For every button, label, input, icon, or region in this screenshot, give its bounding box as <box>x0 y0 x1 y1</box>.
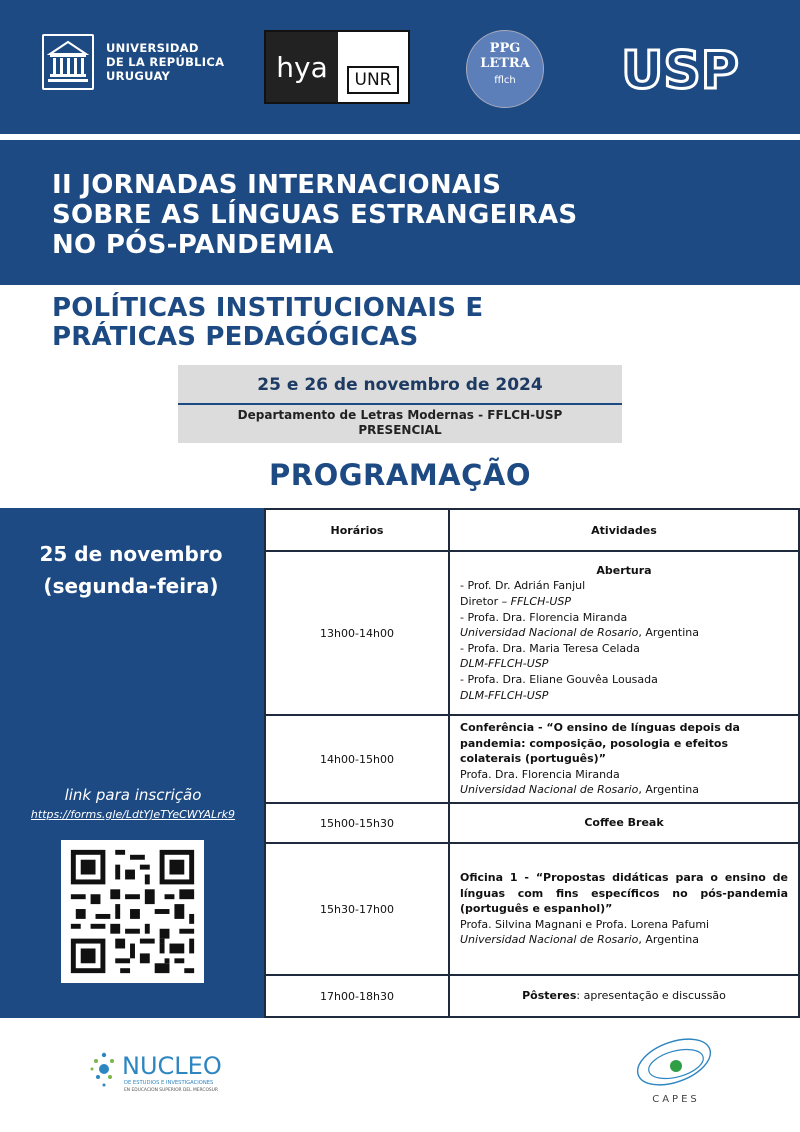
udelar-line: UNIVERSIDAD <box>106 41 199 55</box>
usp-text: USP <box>621 41 739 96</box>
event-date: 25 e 26 de novembro de 2024 <box>257 375 543 395</box>
hya-text: hya <box>266 32 338 102</box>
activity-speaker: Profa. Silvina Magnani e Profa. Lorena Pafumi <box>460 917 710 931</box>
activity-line: - Profa. Dra. Florencia Miranda <box>460 610 628 624</box>
activity-title: Abertura <box>596 563 652 577</box>
activity-cell <box>449 551 799 715</box>
time-cell: 15h00-15h30 <box>265 803 449 843</box>
registration-link[interactable]: https://forms.gle/LdtYJeTYeCWYALrk9 <box>30 808 236 821</box>
date-divider <box>178 403 622 405</box>
udelar-line: DE LA REPÚBLICA <box>106 55 225 69</box>
capes-logo <box>626 1032 726 1108</box>
time-cell: 15h30-17h00 <box>265 843 449 975</box>
green-dot-icon <box>670 1060 682 1072</box>
day-date: 25 de novembro <box>39 542 223 566</box>
activity-line: DLM-FFLCH-USP <box>460 688 549 702</box>
usp-logo <box>612 38 748 96</box>
schedule-table <box>264 508 800 1018</box>
activity-affiliation: Universidad Nacional de Rosario, Argentina <box>460 783 699 797</box>
ppg-text: PPG <box>489 41 521 56</box>
table-row <box>265 975 799 1017</box>
activity-line: Diretor – FFLCH-USP <box>460 595 572 609</box>
activity-cell: Coffee Break <box>449 803 799 843</box>
fflch-text: fflch <box>494 75 516 86</box>
qr-code[interactable] <box>61 840 204 983</box>
activity-cell: Pôsteres: apresentação e discussão <box>449 975 799 1017</box>
registration-label: link para inscrição <box>64 786 202 804</box>
programacao-heading: PROGRAMAÇÃO <box>269 458 531 492</box>
letra-text: LETRA <box>480 56 530 71</box>
event-title-line: II JORNADAS INTERNACIONAIS <box>52 170 502 200</box>
event-title-line: SOBRE AS LÍNGUAS ESTRANGEIRAS <box>52 200 578 230</box>
university-building-icon <box>42 34 94 90</box>
table-row <box>265 803 799 843</box>
activity-line: - Profa. Dra. Maria Teresa Celada <box>460 641 640 655</box>
nucleo-text: NUCLEO <box>122 1052 222 1080</box>
time-cell: 13h00-14h00 <box>265 551 449 715</box>
day-weekday: (segunda-feira) <box>43 574 219 598</box>
nucleo-logo <box>86 1047 251 1097</box>
udelar-logo <box>42 34 224 90</box>
table-row <box>265 551 799 715</box>
time-cell: 17h00-18h30 <box>265 975 449 1017</box>
activity-line: DLM-FFLCH-USP <box>460 657 549 671</box>
table-row <box>265 843 799 975</box>
activity-cell <box>449 715 799 803</box>
date-box <box>178 365 622 443</box>
department: Departamento de Letras Modernas - FFLCH-USP <box>237 408 563 422</box>
subtitle-line: POLÍTICAS INSTITUCIONAIS E <box>52 293 484 323</box>
activity-title: Oficina 1 - “Propostas didáticas para o ensino de línguas com fins específicos no pós-pandemia (português e espanhol)” <box>460 871 789 916</box>
column-header-atividades: Atividades <box>449 509 799 551</box>
activity-line: Universidad Nacional de Rosario, Argentina <box>460 626 699 640</box>
activity-title: Conferência - “O ensino de línguas depois da pandemia: composição, posologia e efeitos colaterais (português)” <box>460 721 740 766</box>
nucleo-subtext: EN EDUCACION SUPERIOR DEL MERCOSUR <box>124 1088 218 1093</box>
day-heading <box>0 538 262 602</box>
table-row <box>265 715 799 803</box>
capes-text: CAPES <box>652 1094 700 1105</box>
event-title-line: NO PÓS-PANDEMIA <box>52 230 334 260</box>
subtitle-line: PRÁTICAS PEDAGÓGICAS <box>52 322 419 352</box>
column-header-horarios: Horários <box>265 509 449 551</box>
activity-affiliation: Universidad Nacional de Rosario, Argentina <box>460 933 699 947</box>
activity-cell <box>449 843 799 975</box>
activity-speaker: Profa. Dra. Florencia Miranda <box>460 767 620 781</box>
ppg-letra-logo <box>466 30 544 108</box>
activity-line: - Profa. Dra. Eliane Gouvêa Lousada <box>460 672 658 686</box>
nucleo-subtext: DE ESTUDIOS E INVESTIGACIONES <box>124 1080 214 1086</box>
udelar-line: URUGUAY <box>106 69 171 83</box>
modality: PRESENCIAL <box>358 423 442 437</box>
table-header-row <box>265 509 799 551</box>
activity-line: - Prof. Dr. Adrián Fanjul <box>460 579 586 593</box>
unr-text: UNR <box>347 66 400 94</box>
time-cell: 14h00-15h00 <box>265 715 449 803</box>
sparkle-icon <box>91 1053 115 1087</box>
hya-unr-logo <box>264 30 410 104</box>
